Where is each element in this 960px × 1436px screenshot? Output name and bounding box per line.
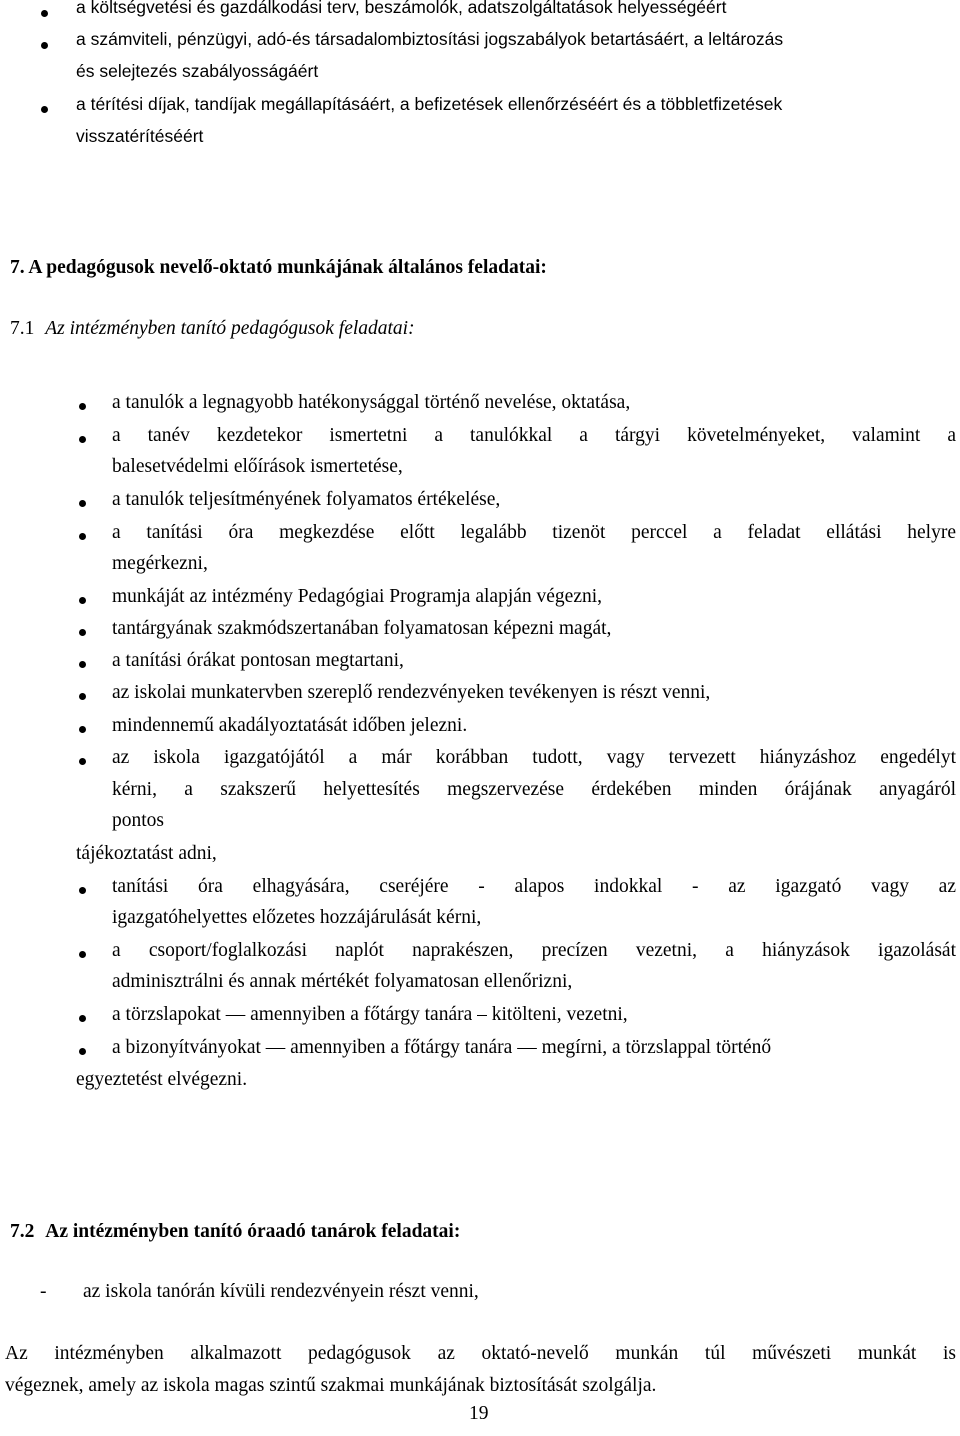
bullet-icon xyxy=(79,726,86,733)
list-item-continuation: megérkezni, xyxy=(112,553,208,574)
list-item-continuation: igazgatóhelyettes előzetes hozzájárulását kérni, xyxy=(112,907,482,928)
bullet-icon xyxy=(79,500,86,507)
list-item-continuation: kérni, a szakszerű helyettesítés megszervezése érdekében minden órájának anyagáról xyxy=(112,779,956,800)
list-item: a költségvetési és gazdálkodási terv, beszámolók, adatszolgáltatások helyességéért xyxy=(76,0,727,17)
list-item-continuation: visszatérítéséért xyxy=(76,126,204,146)
bullet-icon xyxy=(79,758,86,765)
list-item: a tanulók teljesítményének folyamatos értékelése, xyxy=(112,489,501,510)
list-item: az iskolai munkatervben szereplő rendezvényeken tevékenyen is részt venni, xyxy=(112,682,711,703)
paragraph-continuation: tájékoztatást adni, xyxy=(76,843,217,864)
list-item: tanítási óra elhagyására, cseréjére - alapos indokkal - az igazgató vagy az xyxy=(112,876,956,897)
bullet-icon xyxy=(79,403,86,410)
bullet-icon xyxy=(79,629,86,636)
list-item: mindennemű akadályoztatását időben jelezni. xyxy=(112,715,468,736)
bullet-icon xyxy=(41,106,48,113)
bullet-icon xyxy=(79,597,86,604)
dash-icon: - xyxy=(40,1281,47,1302)
bullet-icon xyxy=(79,887,86,894)
bullet-icon xyxy=(79,693,86,700)
subsection-number: 7.2 xyxy=(10,1221,35,1242)
subsection-heading xyxy=(10,1221,460,1243)
bullet-icon xyxy=(41,10,48,17)
list-item-continuation: pontos xyxy=(112,810,165,831)
list-item-continuation: és selejtezés szabályosságáért xyxy=(76,61,319,81)
paragraph-continuation: egyeztetést elvégezni. xyxy=(76,1069,248,1090)
subsection-title: Az intézményben tanító óraadó tanárok feladatai: xyxy=(45,1221,461,1242)
list-item: a csoport/foglalkozási naplót naprakészen, precízen vezetni, a hiányzások igazolását xyxy=(112,940,956,961)
list-item: munkáját az intézmény Pedagógiai Programja alapján végezni, xyxy=(112,586,603,607)
bullet-icon xyxy=(79,436,86,443)
bullet-icon xyxy=(79,1015,86,1022)
body-paragraph-line: Az intézményben alkalmazott pedagógusok az oktató-nevelő munkán túl művészeti munkát is xyxy=(5,1343,956,1364)
bullet-icon xyxy=(79,661,86,668)
list-item: a tanulók a legnagyobb hatékonysággal történő nevelése, oktatása, xyxy=(112,392,631,413)
body-paragraph-line: végeznek, amely az iskola magas szintű szakmai munkájának biztosítását szolgálja. xyxy=(5,1375,657,1396)
subsection-title: Az intézményben tanító pedagógusok feladatai: xyxy=(45,318,415,339)
section-heading: 7. A pedagógusok nevelő-oktató munkájának általános feladatai: xyxy=(10,257,547,278)
list-item: a számviteli, pénzügyi, adó-és társadalombiztosítási jogszabályok betartásáért, a leltározás xyxy=(76,29,784,49)
list-item: a tanítási órákat pontosan megtartani, xyxy=(112,650,404,671)
list-item: az iskola tanórán kívüli rendezvényein részt venni, xyxy=(83,1281,479,1302)
list-item-continuation: balesetvédelmi előírások ismertetése, xyxy=(112,456,403,477)
page-number: 19 xyxy=(469,1403,489,1424)
list-item: a tanév kezdetekor ismertetni a tanulókkal a tárgyi követelményeket, valamint a xyxy=(112,425,956,446)
bullet-icon xyxy=(79,533,86,540)
bullet-icon xyxy=(79,951,86,958)
subsection-heading xyxy=(10,318,415,340)
list-item: a törzslapokat — amennyiben a főtárgy tanára – kitölteni, vezetni, xyxy=(112,1004,628,1025)
list-item-continuation: adminisztrálni és annak mértékét folyamatosan ellenőrizni, xyxy=(112,971,573,992)
list-item: a tanítási óra megkezdése előtt legalább tizenöt perccel a feladat ellátási helyre xyxy=(112,522,956,543)
list-item: a térítési díjak, tandíjak megállapításáért, a befizetések ellenőrzéséért és a többletfizetések xyxy=(76,94,783,114)
list-item: tantárgyának szakmódszertanában folyamatosan képezni magát, xyxy=(112,618,612,639)
list-item: az iskola igazgatójától a már korábban tudott, vagy tervezett hiányzáshoz engedélyt xyxy=(112,747,956,768)
list-item: a bizonyítványokat — amennyiben a főtárgy tanára — megírni, a törzslappal történő xyxy=(112,1037,772,1058)
subsection-number: 7.1 xyxy=(10,318,35,339)
bullet-icon xyxy=(79,1048,86,1055)
bullet-icon xyxy=(41,42,48,49)
